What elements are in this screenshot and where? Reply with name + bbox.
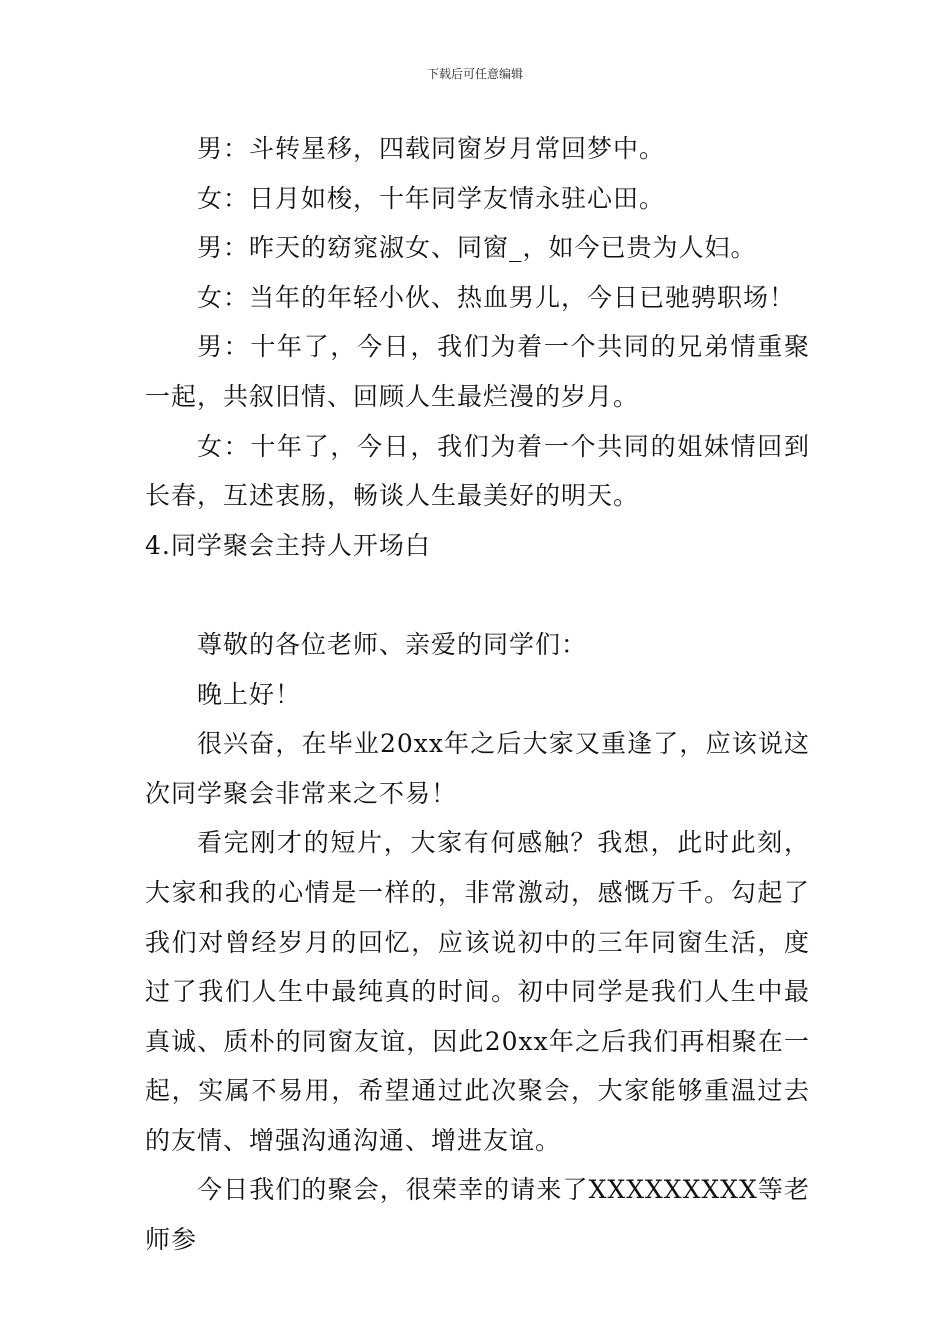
dialogue-line-1: 男：斗转星移，四载同窗岁月常回梦中。 — [197, 134, 666, 163]
dialogue-line-3: 男：昨天的窈窕淑女、同窗_，如今已贵为人妇。 — [197, 233, 757, 263]
dialogue-line-4: 女：当年的年轻小伙、热血男儿，今日已驰骋职场！ — [197, 282, 796, 312]
speech-paragraph-2: 看完刚才的短片，大家有何感触？我想，此时此刻，大家和我的心情是一样的，非常激动，感慨万千。勾起了我们对曾经岁月的回忆，应该说初中的三年同窗生活，度过了我们人生中最纯真的时间。初中同学是我们人生中最真诚、质朴的同窗友谊，因此20xx年之后我们再相聚在一起，实属不易用，希望通过此次聚会，大家能够重温过去的友情、增强沟通沟通、增进友谊。 — [145, 828, 810, 1155]
blank-line — [145, 570, 810, 620]
dialogue-line-6: 女：十年了，今日，我们为着一个共同的姐妹情回到长春，互述衷肠，畅谈人生最美好的明天。 — [145, 431, 810, 511]
speech-paragraph-3: 今日我们的聚会，很荣幸的请来了XXXXXXXXX等老师参 — [145, 1175, 810, 1255]
dialogue-line-5: 男：十年了，今日，我们为着一个共同的兄弟情重聚一起，共叙旧情、回顾人生最烂漫的岁月。 — [145, 332, 810, 411]
dialogue-line-2: 女：日月如梭，十年同学友情永驻心田。 — [197, 183, 666, 213]
page-header-note: 下载后可任意编辑 — [426, 67, 523, 81]
speech-paragraph-1: 很兴奋，在毕业20xx年之后大家又重逢了，应该说这次同学聚会非常来之不易！ — [145, 729, 810, 808]
speech-salutation: 尊敬的各位老师、亲爱的同学们： — [197, 629, 588, 659]
section-title: 4.同学聚会主持人开场白 — [145, 530, 431, 560]
document-body — [145, 124, 810, 1265]
speech-greeting: 晚上好！ — [197, 679, 302, 709]
